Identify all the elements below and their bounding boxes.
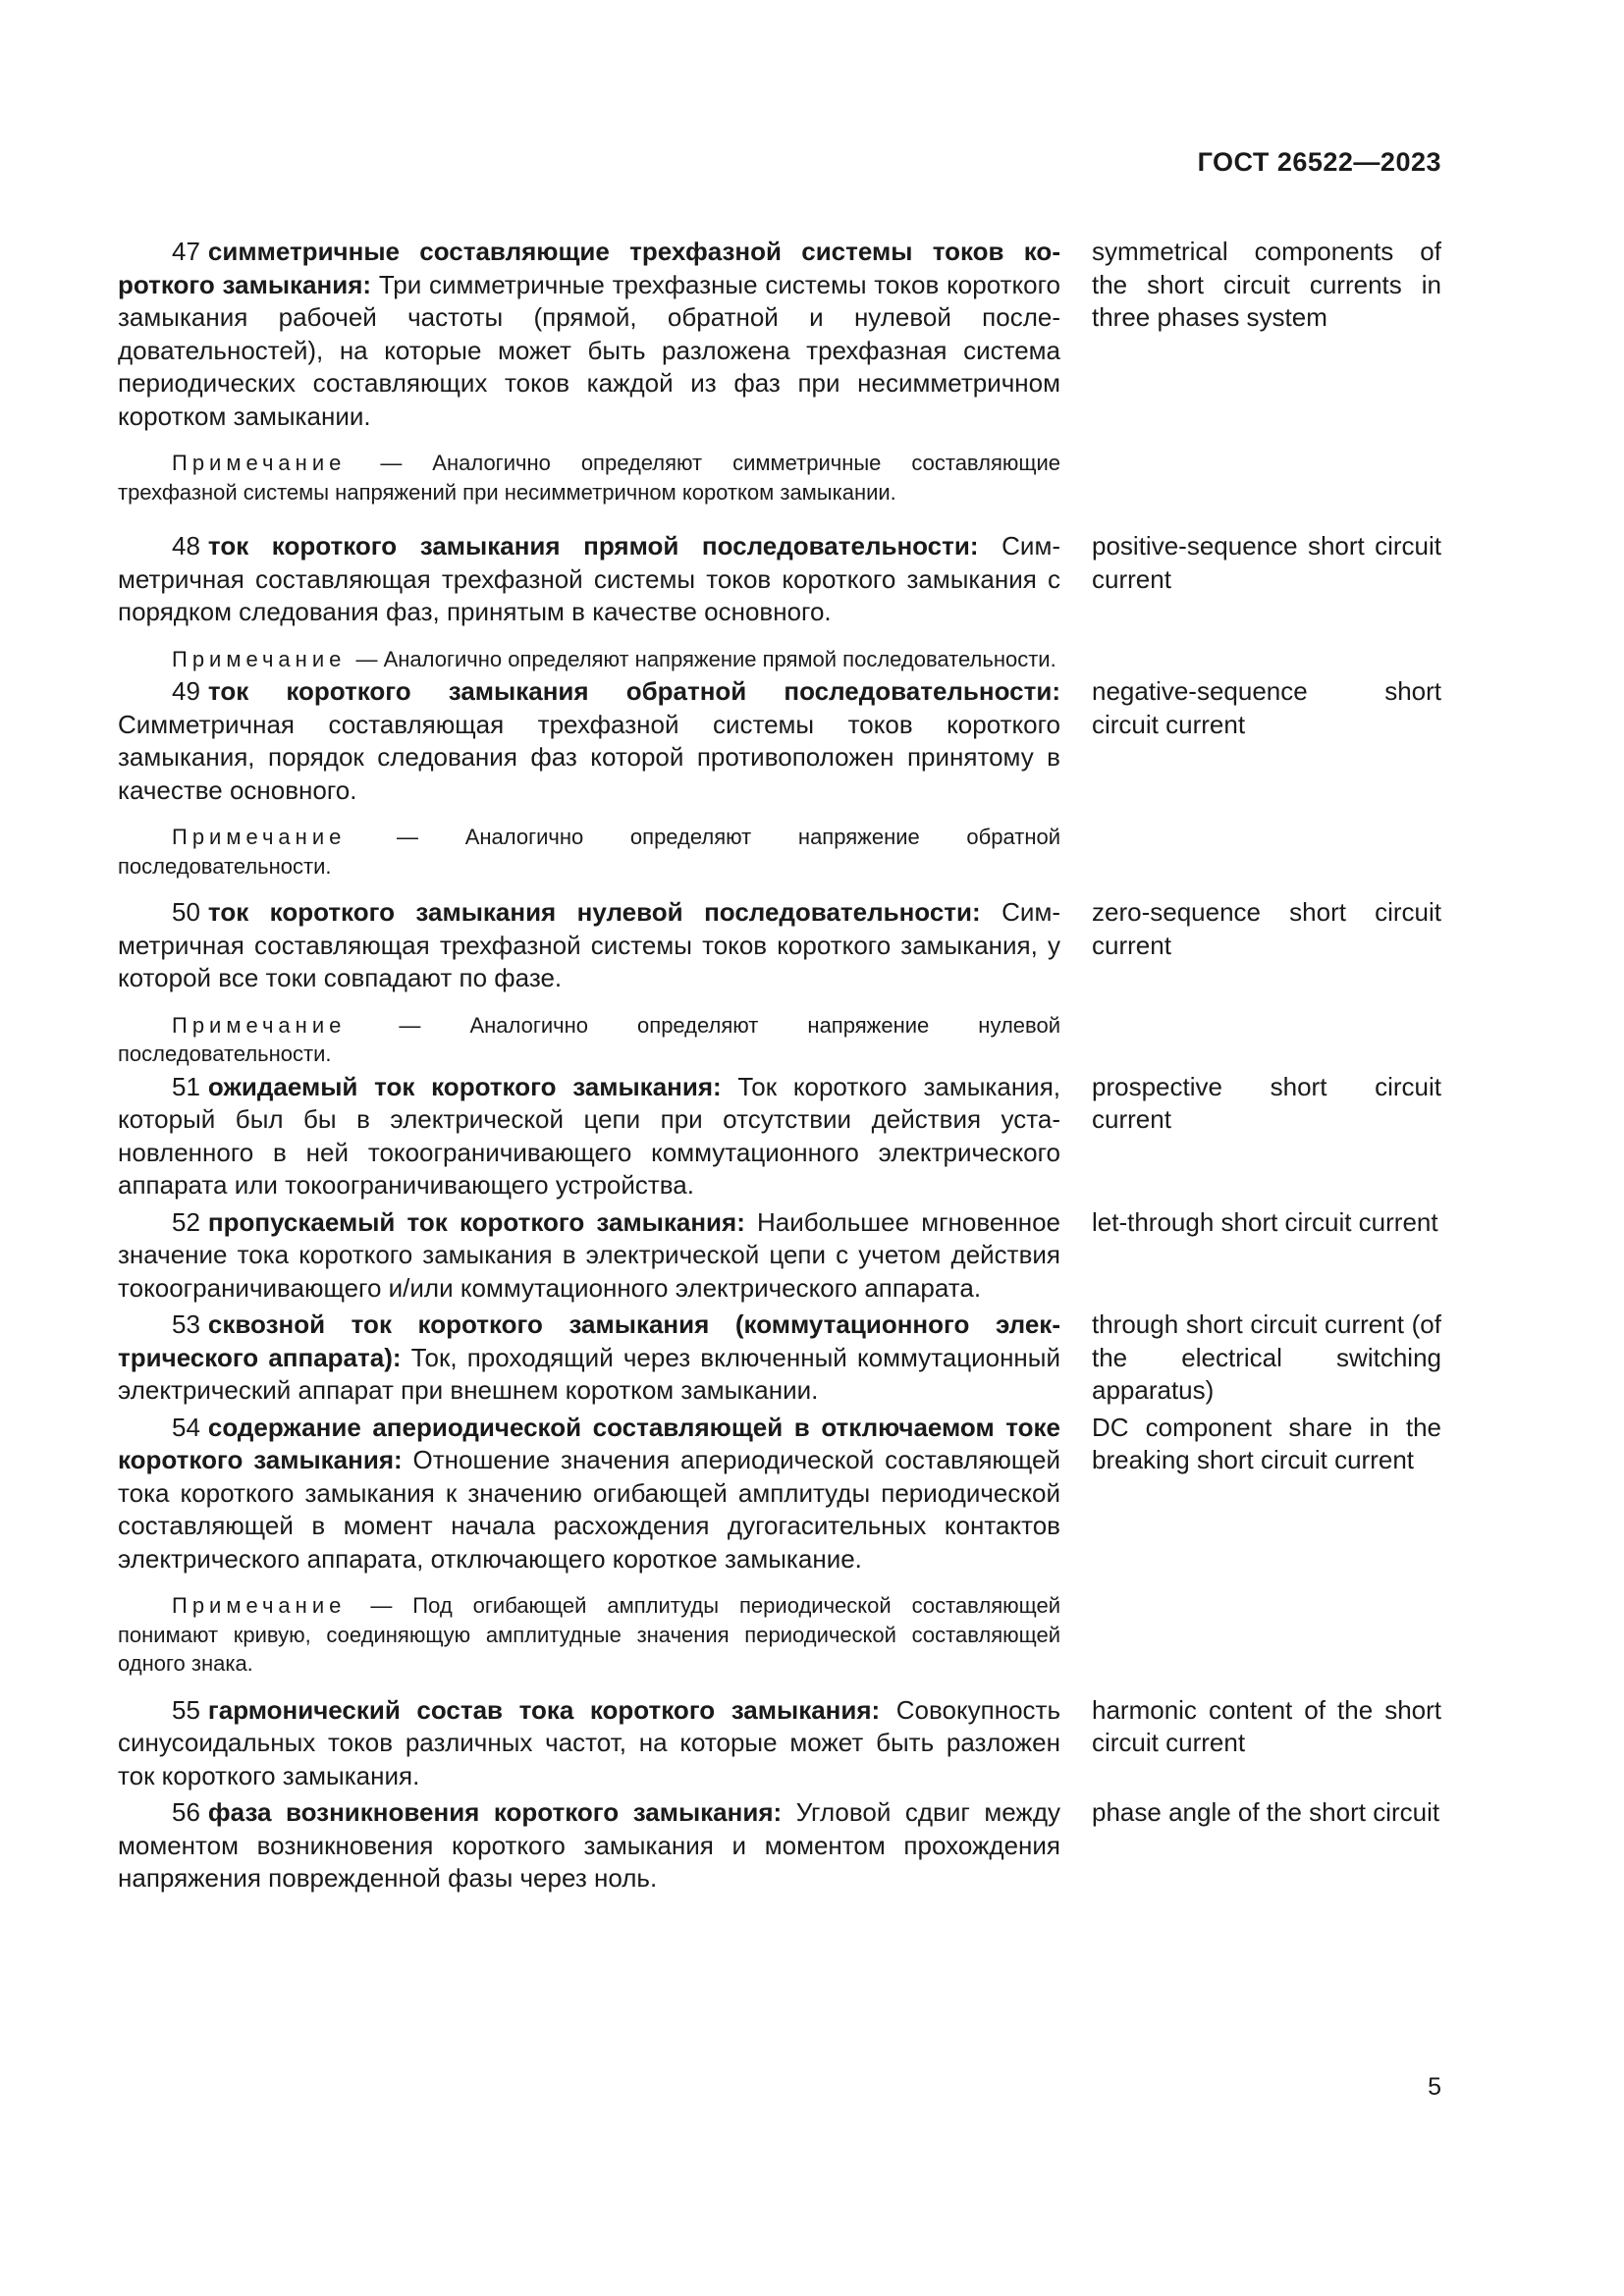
document-id: ГОСТ 26522—2023 [1197,147,1441,177]
term-russian [118,236,1060,507]
term-entry-50 [118,896,1443,1069]
term-english: through short circuit current (of the electrical switching apparatus) [1092,1309,1441,1405]
definition-text: Угловой сдвиг между моментом возникновения короткого замыкания и моментом прохождения напряжения поврежденной фазы через ноль. [118,1797,1060,1893]
term-name: пропускаемый ток короткого замыкания: [207,1206,745,1237]
term-definition [118,675,1060,807]
note-label: Примечание [172,646,347,671]
term-name: ток короткого замыкания обратной последовательности: [207,676,1060,706]
term-english: phase angle of the short circuit [1092,1797,1440,1827]
term-number: 49 [172,676,200,706]
term-russian [118,1308,1060,1408]
note-label: Примечание [172,1012,347,1038]
term-number: 48 [172,531,200,561]
term-number: 53 [172,1309,200,1339]
term-note [118,1591,1060,1679]
term-english: zero-sequence short circuit current [1092,897,1441,960]
term-name: ток короткого замыкания прямой последовательности: [207,531,979,561]
note-label: Примечание [172,825,347,849]
note-text: — Аналогично определяют напряжение обратной последовательности. [118,825,1060,879]
term-russian [118,1412,1060,1679]
term-number: 56 [172,1797,200,1827]
term-russian [118,530,1060,673]
term-entry-56 [118,1796,1443,1896]
note-text: — Аналогично определяют симметричные составляющие трехфазной системы напряжений при несимметричном коротком замыкании. [118,451,1060,505]
term-note [118,645,1060,674]
page-number: 5 [1428,2073,1441,2101]
note-text: — Аналогично определяют напряжение прямой последовательности. [355,646,1056,671]
term-english: negative-sequence short circuit current [1092,676,1441,739]
term-definition [118,1694,1060,1793]
term-number: 52 [172,1206,200,1237]
term-number: 47 [172,237,200,266]
definition-text: Ток, проходящий через включенный коммутационный электрический аппарат при внешнем коротком замыкании. [118,1342,1060,1405]
term-russian [118,1796,1060,1896]
definition-text: Симметричная составляющая трехфазной системы токов короткого замыкания, у которой все токи совпадают по фазе. [118,897,1060,992]
term-russian [118,1206,1060,1306]
term-english: harmonic content of the short circuit current [1092,1694,1441,1757]
term-number: 54 [172,1412,200,1442]
term-english: prospective short circuit current [1092,1071,1441,1134]
definition-text: Три симметричные трехфазные системы токов короткого замыкания рабочей частоты (прямой, обратной и нулевой последовательностей), на которые может быть разложена трехфазная система периодических составляющих токов каждой из фаз при несимметричном коротком замыкании. [118,269,1060,431]
definition-text: Совокупность синусоидальных токов различных частот, на которые может быть разложен ток короткого замыкания. [118,1694,1060,1790]
term-number: 55 [172,1694,200,1725]
term-english: DC component share in the breaking short circuit current [1092,1412,1441,1474]
term-definition [118,1206,1060,1306]
term-russian [118,896,1060,1069]
term-russian [118,1071,1060,1202]
term-entry-53 [118,1308,1443,1408]
definition-text: Ток короткого замыкания, который был бы в электрической цепи при отсутствии действия установленного в ней токоограничивающего коммутационного электрического аппарата или токоограничивающего устройства. [118,1071,1060,1200]
term-definition [118,896,1060,995]
term-name: гармонический состав тока короткого замыкания: [207,1694,881,1725]
term-entry-48 [118,530,1443,673]
terms-list [118,236,1443,1896]
term-english: positive-sequence short circuit current [1092,531,1441,594]
definition-text: Отношение значения апериодической составляющей тока короткого замыкания к значению огибающей амплитуды периодической составляющей в момент начала расхождения дугогасительных контактов электрического аппарата, отключающего короткое замыкание. [118,1445,1061,1574]
term-definition [118,1412,1060,1576]
term-entry-54 [118,1412,1443,1679]
term-definition [118,1796,1060,1896]
term-definition [118,236,1060,433]
note-text: — Под огибающей амплитуды периодической составляющей понимают кривую, соединяющую амплитудные значения периодической составляющей одного знака. [118,1593,1060,1676]
term-name: сквозной ток короткого замыкания (коммутационного электрического аппарата): [118,1309,1060,1372]
term-entry-49 [118,675,1443,881]
term-name: симметричные составляющие трехфазной системы токов короткого замыкания: [118,237,1060,299]
term-russian [118,1694,1060,1793]
term-note [118,449,1060,507]
note-label: Примечание [172,451,347,475]
term-entry-55 [118,1694,1443,1793]
term-definition [118,1071,1060,1202]
note-text: — Аналогично определяют напряжение нулевой последовательности. [118,1012,1060,1066]
term-number: 51 [172,1071,200,1101]
term-english: let-through short circuit current [1092,1206,1438,1237]
term-name: содержание апериодической составляющей в отключаемом токе короткого замыкания: [118,1412,1060,1474]
term-note [118,1011,1060,1069]
definition-text: Симметричная составляющая трехфазной системы токов короткого замыкания с порядком следования фаз, принятым в качестве основного. [118,531,1060,626]
term-entry-52 [118,1206,1443,1306]
term-name: фаза возникновения короткого замыкания: [207,1797,783,1827]
term-definition [118,1308,1060,1408]
term-number: 50 [172,897,200,927]
definition-text: Симметричная составляющая трехфазной системы токов короткого замыкания, порядок следования фаз которой противоположен принятому в качестве основного. [118,709,1060,805]
term-english: symmetrical components of the short circuit currents in three phases system [1092,237,1441,332]
note-label: Примечание [172,1593,347,1618]
term-russian [118,675,1060,881]
term-entry-47 [118,236,1443,507]
definition-text: Наибольшее мгновенное значение тока короткого замыкания в электрической цепи с учетом действия токоограничивающего и/или коммутационного электрического аппарата. [118,1206,1060,1303]
term-name: ток короткого замыкания нулевой последовательности: [207,897,981,927]
term-note [118,823,1060,881]
term-name: ожидаемый ток короткого замыкания: [207,1071,722,1101]
term-entry-51 [118,1071,1443,1202]
term-definition [118,530,1060,629]
